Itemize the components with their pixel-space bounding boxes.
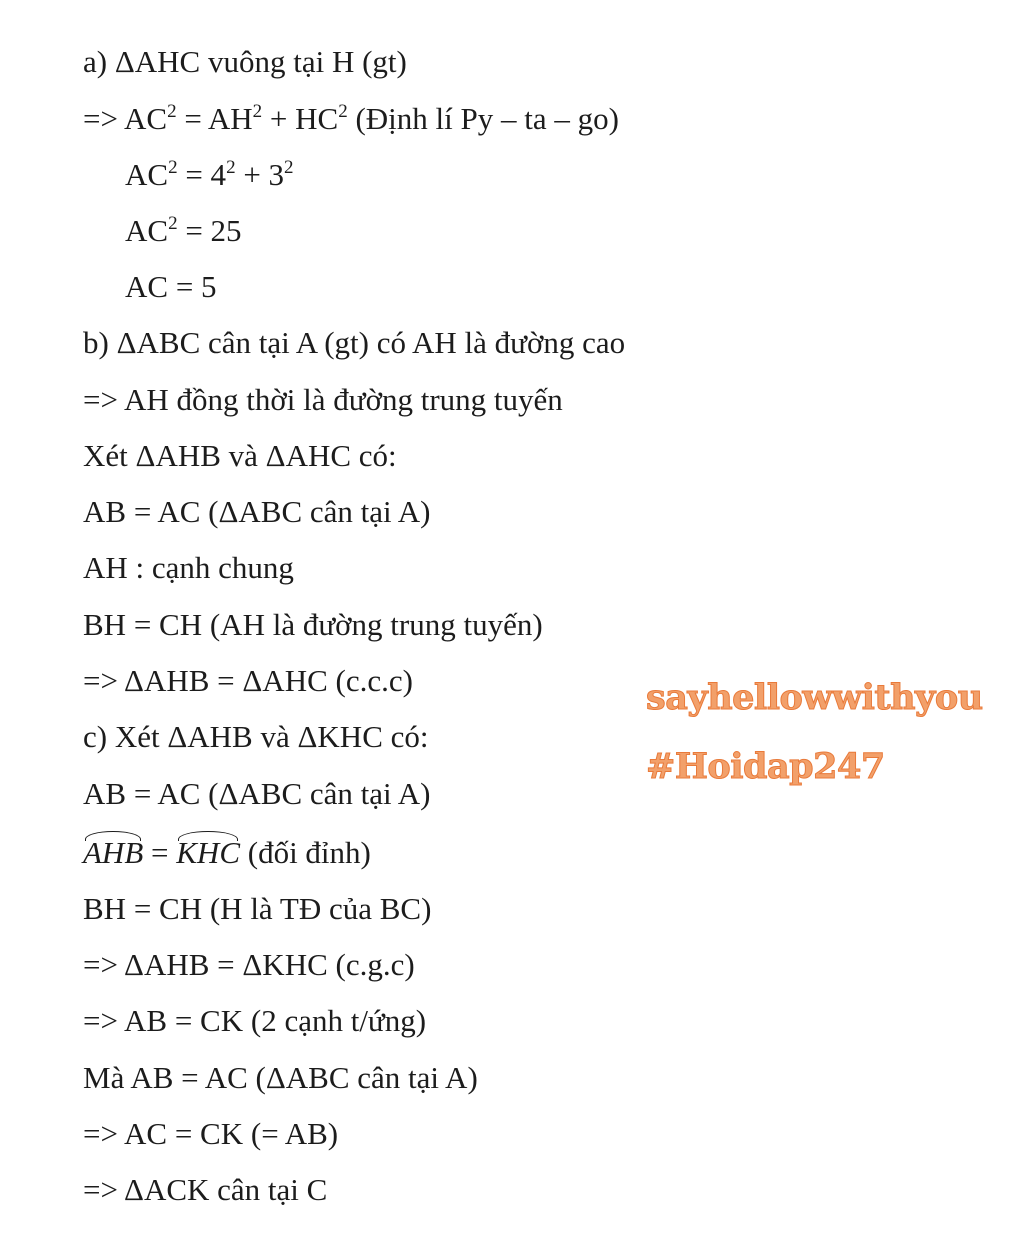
equals: = xyxy=(143,835,177,870)
arrow: => xyxy=(83,101,125,136)
term-ac: AC xyxy=(124,101,168,136)
part-b-line-2: => AH đồng thời là đường trung tuyến xyxy=(83,382,563,417)
term-ah: = AH xyxy=(176,101,253,136)
part-a-substitution xyxy=(125,155,294,195)
part-c-line-6: => AB = CK (2 cạnh t/ứng) xyxy=(83,1003,427,1038)
exponent: 2 xyxy=(338,101,348,122)
part-c-line-9: => ΔACK cân tại C xyxy=(83,1172,328,1207)
part-c-intro: c) Xét ΔAHB và ΔKHC có: xyxy=(83,719,429,754)
part-b-line-5: AH : cạnh chung xyxy=(83,550,294,585)
part-c-line-7: Mà AB = AC (ΔABC cân tại A) xyxy=(83,1060,478,1095)
part-c-line-4: BH = CH (H là TĐ của BC) xyxy=(83,891,432,926)
exponent: 2 xyxy=(167,101,177,122)
part-c-line-5: => ΔAHB = ΔKHC (c.g.c) xyxy=(83,947,415,982)
angle-khc: KHC xyxy=(176,833,240,873)
exponent: 2 xyxy=(252,101,263,122)
part-c-line-2: AB = AC (ΔABC cân tại A) xyxy=(83,776,431,811)
watermark-hashtag: #Hoidap247 xyxy=(646,746,885,787)
term-hc: + HC xyxy=(262,101,339,136)
term-ac: AC xyxy=(125,213,169,248)
exponent: 2 xyxy=(284,157,294,178)
part-b-line-6: BH = CH (AH là đường trung tuyến) xyxy=(83,607,543,642)
part-b-line-3: Xét ΔAHB và ΔAHC có: xyxy=(83,438,397,473)
part-c-line-8: => AC = CK (= AB) xyxy=(83,1116,339,1151)
term-4: = 4 xyxy=(177,157,227,192)
exponent: 2 xyxy=(226,157,236,178)
angle-note: (đối đỉnh) xyxy=(240,835,371,870)
term-3: + 3 xyxy=(235,157,285,192)
part-b-intro: b) ΔABC cân tại A (gt) có AH là đường cao xyxy=(83,325,626,360)
exponent: 2 xyxy=(168,213,178,234)
part-a-intro: a) ΔAHC vuông tại H (gt) xyxy=(83,44,407,79)
part-b-line-7: => ΔAHB = ΔAHC (c.c.c) xyxy=(83,663,413,698)
term-ac: AC xyxy=(125,157,169,192)
term-25: = 25 xyxy=(177,213,242,248)
angle-ahb: AHB xyxy=(83,833,143,873)
part-c-angles xyxy=(83,833,371,873)
exponent: 2 xyxy=(168,157,178,178)
theorem-note: (Định lí Py – ta – go) xyxy=(347,101,619,136)
part-a-sum xyxy=(125,211,242,251)
part-b-line-4: AB = AC (ΔABC cân tại A) xyxy=(83,494,431,529)
part-a-result: AC = 5 xyxy=(125,269,217,304)
part-a-pythagoras xyxy=(83,99,619,139)
watermark-username: sayhellowwithyou xyxy=(646,677,983,718)
